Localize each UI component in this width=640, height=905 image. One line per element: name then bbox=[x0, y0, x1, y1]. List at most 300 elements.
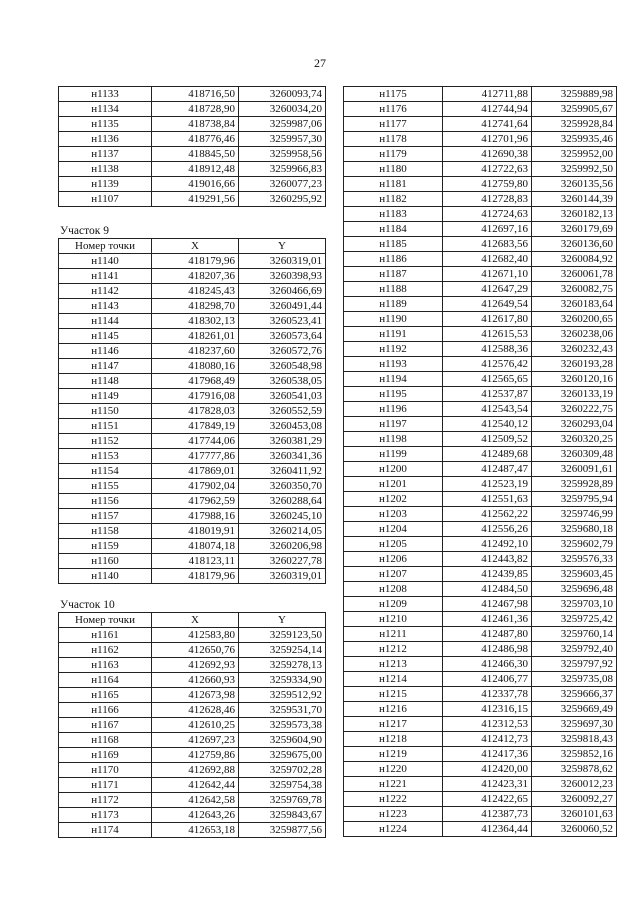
y-coordinate: 3259905,67 bbox=[532, 102, 617, 117]
y-coordinate: 3260523,41 bbox=[239, 314, 326, 329]
point-number: н1193 bbox=[344, 357, 443, 372]
x-coordinate: 412509,52 bbox=[443, 432, 532, 447]
x-coordinate: 419291,56 bbox=[152, 192, 239, 207]
table-row bbox=[59, 763, 326, 778]
table-row bbox=[344, 597, 617, 612]
point-number: н1204 bbox=[344, 522, 443, 537]
point-number: н1190 bbox=[344, 312, 443, 327]
x-coordinate: 412673,98 bbox=[152, 688, 239, 703]
table-row bbox=[59, 344, 326, 359]
y-coordinate: 3259512,92 bbox=[239, 688, 326, 703]
table-row bbox=[59, 628, 326, 643]
y-coordinate: 3260245,10 bbox=[239, 509, 326, 524]
x-coordinate: 412492,10 bbox=[443, 537, 532, 552]
y-coordinate: 3260135,56 bbox=[532, 177, 617, 192]
y-coordinate: 3260034,20 bbox=[239, 102, 326, 117]
table-row bbox=[59, 329, 326, 344]
table-row bbox=[344, 702, 617, 717]
point-number: н1192 bbox=[344, 342, 443, 357]
x-coordinate: 412565,65 bbox=[443, 372, 532, 387]
y-coordinate: 3259935,46 bbox=[532, 132, 617, 147]
x-coordinate: 412487,80 bbox=[443, 627, 532, 642]
table-row bbox=[344, 342, 617, 357]
x-coordinate: 417777,86 bbox=[152, 449, 239, 464]
x-coordinate: 418728,90 bbox=[152, 102, 239, 117]
y-coordinate: 3259992,50 bbox=[532, 162, 617, 177]
x-coordinate: 418207,36 bbox=[152, 269, 239, 284]
x-coordinate: 412466,30 bbox=[443, 657, 532, 672]
point-number: н1175 bbox=[344, 87, 443, 102]
x-coordinate: 417902,04 bbox=[152, 479, 239, 494]
table-row bbox=[59, 389, 326, 404]
x-coordinate: 417962,59 bbox=[152, 494, 239, 509]
point-number: н1201 bbox=[344, 477, 443, 492]
point-number: н1171 bbox=[59, 778, 152, 793]
header-y: Y bbox=[239, 239, 326, 254]
point-number: н1140 bbox=[59, 254, 152, 269]
y-coordinate: 3259754,38 bbox=[239, 778, 326, 793]
point-number: н1165 bbox=[59, 688, 152, 703]
point-number: н1152 bbox=[59, 434, 152, 449]
table-row bbox=[59, 554, 326, 569]
point-number: н1170 bbox=[59, 763, 152, 778]
y-coordinate: 3260120,16 bbox=[532, 372, 617, 387]
table-row bbox=[344, 492, 617, 507]
table-row bbox=[344, 222, 617, 237]
table-row bbox=[59, 524, 326, 539]
table-row bbox=[59, 284, 326, 299]
table-row bbox=[59, 479, 326, 494]
x-coordinate: 412576,42 bbox=[443, 357, 532, 372]
y-coordinate: 3259958,56 bbox=[239, 147, 326, 162]
y-coordinate: 3260077,23 bbox=[239, 177, 326, 192]
x-coordinate: 412583,80 bbox=[152, 628, 239, 643]
point-number: н1218 bbox=[344, 732, 443, 747]
x-coordinate: 412724,63 bbox=[443, 207, 532, 222]
y-coordinate: 3260136,60 bbox=[532, 237, 617, 252]
x-coordinate: 412692,88 bbox=[152, 763, 239, 778]
x-coordinate: 418123,11 bbox=[152, 554, 239, 569]
y-coordinate: 3260573,64 bbox=[239, 329, 326, 344]
table-row bbox=[59, 509, 326, 524]
right-column bbox=[343, 86, 613, 837]
y-coordinate: 3259735,08 bbox=[532, 672, 617, 687]
point-number: н1179 bbox=[344, 147, 443, 162]
x-coordinate: 412540,12 bbox=[443, 417, 532, 432]
section-title-9: Участок 9 bbox=[60, 225, 109, 237]
x-coordinate: 418716,50 bbox=[152, 87, 239, 102]
x-coordinate: 412537,87 bbox=[443, 387, 532, 402]
table-row bbox=[344, 132, 617, 147]
y-coordinate: 3259675,00 bbox=[239, 748, 326, 763]
point-number: н1161 bbox=[59, 628, 152, 643]
point-number: н1197 bbox=[344, 417, 443, 432]
y-coordinate: 3260572,76 bbox=[239, 344, 326, 359]
table-row bbox=[344, 777, 617, 792]
y-coordinate: 3260093,74 bbox=[239, 87, 326, 102]
point-number: н1149 bbox=[59, 389, 152, 404]
y-coordinate: 3259792,40 bbox=[532, 642, 617, 657]
point-number: н1166 bbox=[59, 703, 152, 718]
point-number: н1220 bbox=[344, 762, 443, 777]
y-coordinate: 3259697,30 bbox=[532, 717, 617, 732]
point-number: н1223 bbox=[344, 807, 443, 822]
point-number: н1153 bbox=[59, 449, 152, 464]
point-number: н1182 bbox=[344, 192, 443, 207]
table-row bbox=[59, 254, 326, 269]
y-coordinate: 3260091,61 bbox=[532, 462, 617, 477]
point-number: н1148 bbox=[59, 374, 152, 389]
point-number: н1178 bbox=[344, 132, 443, 147]
y-coordinate: 3259760,14 bbox=[532, 627, 617, 642]
table-row bbox=[344, 567, 617, 582]
x-coordinate: 412423,31 bbox=[443, 777, 532, 792]
x-coordinate: 418179,96 bbox=[152, 254, 239, 269]
y-coordinate: 3259603,45 bbox=[532, 567, 617, 582]
x-coordinate: 412759,80 bbox=[443, 177, 532, 192]
table-row bbox=[59, 269, 326, 284]
point-number: н1209 bbox=[344, 597, 443, 612]
y-coordinate: 3260309,48 bbox=[532, 447, 617, 462]
point-number: н1187 bbox=[344, 267, 443, 282]
table-row bbox=[59, 643, 326, 658]
y-coordinate: 3259604,90 bbox=[239, 733, 326, 748]
x-coordinate: 412523,19 bbox=[443, 477, 532, 492]
table-row bbox=[59, 569, 326, 584]
point-number: н1211 bbox=[344, 627, 443, 642]
point-number: н1174 bbox=[59, 823, 152, 838]
point-number: н1217 bbox=[344, 717, 443, 732]
table-row bbox=[344, 237, 617, 252]
y-coordinate: 3260552,59 bbox=[239, 404, 326, 419]
y-coordinate: 3260012,23 bbox=[532, 777, 617, 792]
table-row bbox=[344, 717, 617, 732]
table-body bbox=[344, 87, 617, 837]
y-coordinate: 3259928,84 bbox=[532, 117, 617, 132]
point-number: н1154 bbox=[59, 464, 152, 479]
x-coordinate: 418080,16 bbox=[152, 359, 239, 374]
x-coordinate: 417869,01 bbox=[152, 464, 239, 479]
table-row bbox=[344, 297, 617, 312]
y-coordinate: 3260133,19 bbox=[532, 387, 617, 402]
point-number: н1207 bbox=[344, 567, 443, 582]
y-coordinate: 3259966,83 bbox=[239, 162, 326, 177]
table-row bbox=[59, 688, 326, 703]
point-number: н1210 bbox=[344, 612, 443, 627]
y-coordinate: 3260293,04 bbox=[532, 417, 617, 432]
table-row bbox=[344, 747, 617, 762]
x-coordinate: 412759,86 bbox=[152, 748, 239, 763]
y-coordinate: 3260061,78 bbox=[532, 267, 617, 282]
point-number: н1188 bbox=[344, 282, 443, 297]
table-row bbox=[59, 823, 326, 838]
x-coordinate: 412486,98 bbox=[443, 642, 532, 657]
table-row bbox=[59, 132, 326, 147]
table-row bbox=[344, 687, 617, 702]
table-body bbox=[59, 628, 326, 838]
table-row bbox=[59, 192, 326, 207]
y-coordinate: 3260398,93 bbox=[239, 269, 326, 284]
y-coordinate: 3259795,94 bbox=[532, 492, 617, 507]
point-number: н1202 bbox=[344, 492, 443, 507]
point-number: н1224 bbox=[344, 822, 443, 837]
point-number: н1134 bbox=[59, 102, 152, 117]
x-coordinate: 412642,44 bbox=[152, 778, 239, 793]
x-coordinate: 412489,68 bbox=[443, 447, 532, 462]
table-row bbox=[344, 402, 617, 417]
y-coordinate: 3260319,01 bbox=[239, 569, 326, 584]
table-row bbox=[59, 419, 326, 434]
x-coordinate: 412660,93 bbox=[152, 673, 239, 688]
table-row bbox=[344, 162, 617, 177]
point-number: н1213 bbox=[344, 657, 443, 672]
point-number: н1205 bbox=[344, 537, 443, 552]
point-number: н1195 bbox=[344, 387, 443, 402]
y-coordinate: 3260101,63 bbox=[532, 807, 617, 822]
table-row bbox=[344, 612, 617, 627]
y-coordinate: 3260193,28 bbox=[532, 357, 617, 372]
point-number: н1169 bbox=[59, 748, 152, 763]
y-coordinate: 3259852,16 bbox=[532, 747, 617, 762]
point-number: н1177 bbox=[344, 117, 443, 132]
x-coordinate: 412682,40 bbox=[443, 252, 532, 267]
table-row bbox=[344, 387, 617, 402]
table-row bbox=[344, 192, 617, 207]
y-coordinate: 3260381,29 bbox=[239, 434, 326, 449]
point-number: н1219 bbox=[344, 747, 443, 762]
y-coordinate: 3260144,39 bbox=[532, 192, 617, 207]
point-number: н1196 bbox=[344, 402, 443, 417]
table-row bbox=[344, 87, 617, 102]
y-coordinate: 3259573,38 bbox=[239, 718, 326, 733]
table-row bbox=[59, 147, 326, 162]
x-coordinate: 417968,49 bbox=[152, 374, 239, 389]
point-number: н1147 bbox=[59, 359, 152, 374]
point-number: н1208 bbox=[344, 582, 443, 597]
table-row bbox=[59, 177, 326, 192]
x-coordinate: 412337,78 bbox=[443, 687, 532, 702]
x-coordinate: 412316,15 bbox=[443, 702, 532, 717]
x-coordinate: 418074,18 bbox=[152, 539, 239, 554]
table-row bbox=[59, 778, 326, 793]
point-number: н1156 bbox=[59, 494, 152, 509]
x-coordinate: 412387,73 bbox=[443, 807, 532, 822]
x-coordinate: 412439,85 bbox=[443, 567, 532, 582]
table-row bbox=[59, 87, 326, 102]
y-coordinate: 3260411,92 bbox=[239, 464, 326, 479]
point-number: н1216 bbox=[344, 702, 443, 717]
table-row bbox=[344, 147, 617, 162]
x-coordinate: 417744,06 bbox=[152, 434, 239, 449]
x-coordinate: 412422,65 bbox=[443, 792, 532, 807]
point-number: н1142 bbox=[59, 284, 152, 299]
y-coordinate: 3260350,70 bbox=[239, 479, 326, 494]
table-row bbox=[59, 539, 326, 554]
table-row bbox=[344, 477, 617, 492]
point-number: н1212 bbox=[344, 642, 443, 657]
y-coordinate: 3260341,36 bbox=[239, 449, 326, 464]
y-coordinate: 3259278,13 bbox=[239, 658, 326, 673]
left-column bbox=[58, 86, 322, 838]
y-coordinate: 3259987,06 bbox=[239, 117, 326, 132]
point-number: н1141 bbox=[59, 269, 152, 284]
point-number: н1199 bbox=[344, 447, 443, 462]
x-coordinate: 412650,76 bbox=[152, 643, 239, 658]
y-coordinate: 3259769,78 bbox=[239, 793, 326, 808]
table-row bbox=[59, 673, 326, 688]
y-coordinate: 3259602,79 bbox=[532, 537, 617, 552]
x-coordinate: 412543,54 bbox=[443, 402, 532, 417]
header-x: X bbox=[152, 239, 239, 254]
table-row bbox=[344, 807, 617, 822]
point-number: н1184 bbox=[344, 222, 443, 237]
x-coordinate: 412697,23 bbox=[152, 733, 239, 748]
x-coordinate: 412683,56 bbox=[443, 237, 532, 252]
page-number: 27 bbox=[314, 56, 326, 70]
x-coordinate: 412692,93 bbox=[152, 658, 239, 673]
point-number: н1206 bbox=[344, 552, 443, 567]
x-coordinate: 412588,36 bbox=[443, 342, 532, 357]
point-number: н1180 bbox=[344, 162, 443, 177]
x-coordinate: 412487,47 bbox=[443, 462, 532, 477]
x-coordinate: 412649,54 bbox=[443, 297, 532, 312]
table-row bbox=[344, 672, 617, 687]
x-coordinate: 412461,36 bbox=[443, 612, 532, 627]
y-coordinate: 3259123,50 bbox=[239, 628, 326, 643]
x-coordinate: 418845,50 bbox=[152, 147, 239, 162]
coordinates-table-section-9 bbox=[58, 238, 326, 584]
table-row bbox=[344, 642, 617, 657]
y-coordinate: 3260319,01 bbox=[239, 254, 326, 269]
y-coordinate: 3260214,05 bbox=[239, 524, 326, 539]
y-coordinate: 3260288,64 bbox=[239, 494, 326, 509]
x-coordinate: 412701,96 bbox=[443, 132, 532, 147]
point-number: н1191 bbox=[344, 327, 443, 342]
x-coordinate: 412562,22 bbox=[443, 507, 532, 522]
point-number: н1181 bbox=[344, 177, 443, 192]
point-number: н1222 bbox=[344, 792, 443, 807]
x-coordinate: 412697,16 bbox=[443, 222, 532, 237]
point-number: н1138 bbox=[59, 162, 152, 177]
table-row bbox=[344, 627, 617, 642]
table-row bbox=[344, 252, 617, 267]
y-coordinate: 3260320,25 bbox=[532, 432, 617, 447]
table-row bbox=[344, 207, 617, 222]
table-row bbox=[344, 792, 617, 807]
point-number: н1143 bbox=[59, 299, 152, 314]
x-coordinate: 412556,26 bbox=[443, 522, 532, 537]
table-row bbox=[59, 374, 326, 389]
x-coordinate: 412628,46 bbox=[152, 703, 239, 718]
section-title-10: Участок 10 bbox=[60, 599, 115, 611]
x-coordinate: 418179,96 bbox=[152, 569, 239, 584]
y-coordinate: 3260222,75 bbox=[532, 402, 617, 417]
header-x: X bbox=[152, 613, 239, 628]
table-row bbox=[344, 432, 617, 447]
table-row bbox=[344, 462, 617, 477]
table-row bbox=[59, 748, 326, 763]
y-coordinate: 3259797,92 bbox=[532, 657, 617, 672]
x-coordinate: 412610,25 bbox=[152, 718, 239, 733]
table-row bbox=[59, 102, 326, 117]
table-row bbox=[59, 299, 326, 314]
y-coordinate: 3260084,92 bbox=[532, 252, 617, 267]
y-coordinate: 3260548,98 bbox=[239, 359, 326, 374]
y-coordinate: 3259702,28 bbox=[239, 763, 326, 778]
table-row bbox=[344, 537, 617, 552]
x-coordinate: 412722,63 bbox=[443, 162, 532, 177]
y-coordinate: 3260232,43 bbox=[532, 342, 617, 357]
x-coordinate: 412671,10 bbox=[443, 267, 532, 282]
y-coordinate: 3259680,18 bbox=[532, 522, 617, 537]
y-coordinate: 3259669,49 bbox=[532, 702, 617, 717]
table-row bbox=[59, 793, 326, 808]
y-coordinate: 3259703,10 bbox=[532, 597, 617, 612]
y-coordinate: 3260092,27 bbox=[532, 792, 617, 807]
x-coordinate: 412615,53 bbox=[443, 327, 532, 342]
x-coordinate: 418237,60 bbox=[152, 344, 239, 359]
table-row bbox=[344, 372, 617, 387]
table-row bbox=[59, 117, 326, 132]
y-coordinate: 3260179,69 bbox=[532, 222, 617, 237]
table-row bbox=[344, 282, 617, 297]
x-coordinate: 417849,19 bbox=[152, 419, 239, 434]
table-row bbox=[59, 733, 326, 748]
table-body bbox=[59, 254, 326, 584]
table-header-row bbox=[59, 613, 326, 628]
table-row bbox=[344, 657, 617, 672]
x-coordinate: 412653,18 bbox=[152, 823, 239, 838]
y-coordinate: 3260541,03 bbox=[239, 389, 326, 404]
x-coordinate: 418912,48 bbox=[152, 162, 239, 177]
point-number: н1176 bbox=[344, 102, 443, 117]
y-coordinate: 3259746,99 bbox=[532, 507, 617, 522]
y-coordinate: 3259531,70 bbox=[239, 703, 326, 718]
x-coordinate: 412484,50 bbox=[443, 582, 532, 597]
point-number: н1160 bbox=[59, 554, 152, 569]
point-number: н1107 bbox=[59, 192, 152, 207]
coordinates-table-section-10-continued bbox=[343, 86, 617, 837]
x-coordinate: 412406,77 bbox=[443, 672, 532, 687]
point-number: н1173 bbox=[59, 808, 152, 823]
x-coordinate: 412420,00 bbox=[443, 762, 532, 777]
point-number: н1162 bbox=[59, 643, 152, 658]
y-coordinate: 3260200,65 bbox=[532, 312, 617, 327]
x-coordinate: 412412,73 bbox=[443, 732, 532, 747]
table-row bbox=[59, 434, 326, 449]
table-row bbox=[344, 357, 617, 372]
point-number: н1140 bbox=[59, 569, 152, 584]
y-coordinate: 3260206,98 bbox=[239, 539, 326, 554]
table-row bbox=[344, 582, 617, 597]
table-header-row bbox=[59, 239, 326, 254]
x-coordinate: 418738,84 bbox=[152, 117, 239, 132]
y-coordinate: 3260183,64 bbox=[532, 297, 617, 312]
header-point: Номер точки bbox=[59, 239, 152, 254]
table-row bbox=[59, 703, 326, 718]
point-number: н1194 bbox=[344, 372, 443, 387]
x-coordinate: 412443,82 bbox=[443, 552, 532, 567]
table-row bbox=[344, 327, 617, 342]
table-row bbox=[344, 447, 617, 462]
x-coordinate: 412551,63 bbox=[443, 492, 532, 507]
table-row bbox=[344, 267, 617, 282]
x-coordinate: 418302,13 bbox=[152, 314, 239, 329]
x-coordinate: 417916,08 bbox=[152, 389, 239, 404]
x-coordinate: 412642,58 bbox=[152, 793, 239, 808]
point-number: н1186 bbox=[344, 252, 443, 267]
x-coordinate: 412312,53 bbox=[443, 717, 532, 732]
